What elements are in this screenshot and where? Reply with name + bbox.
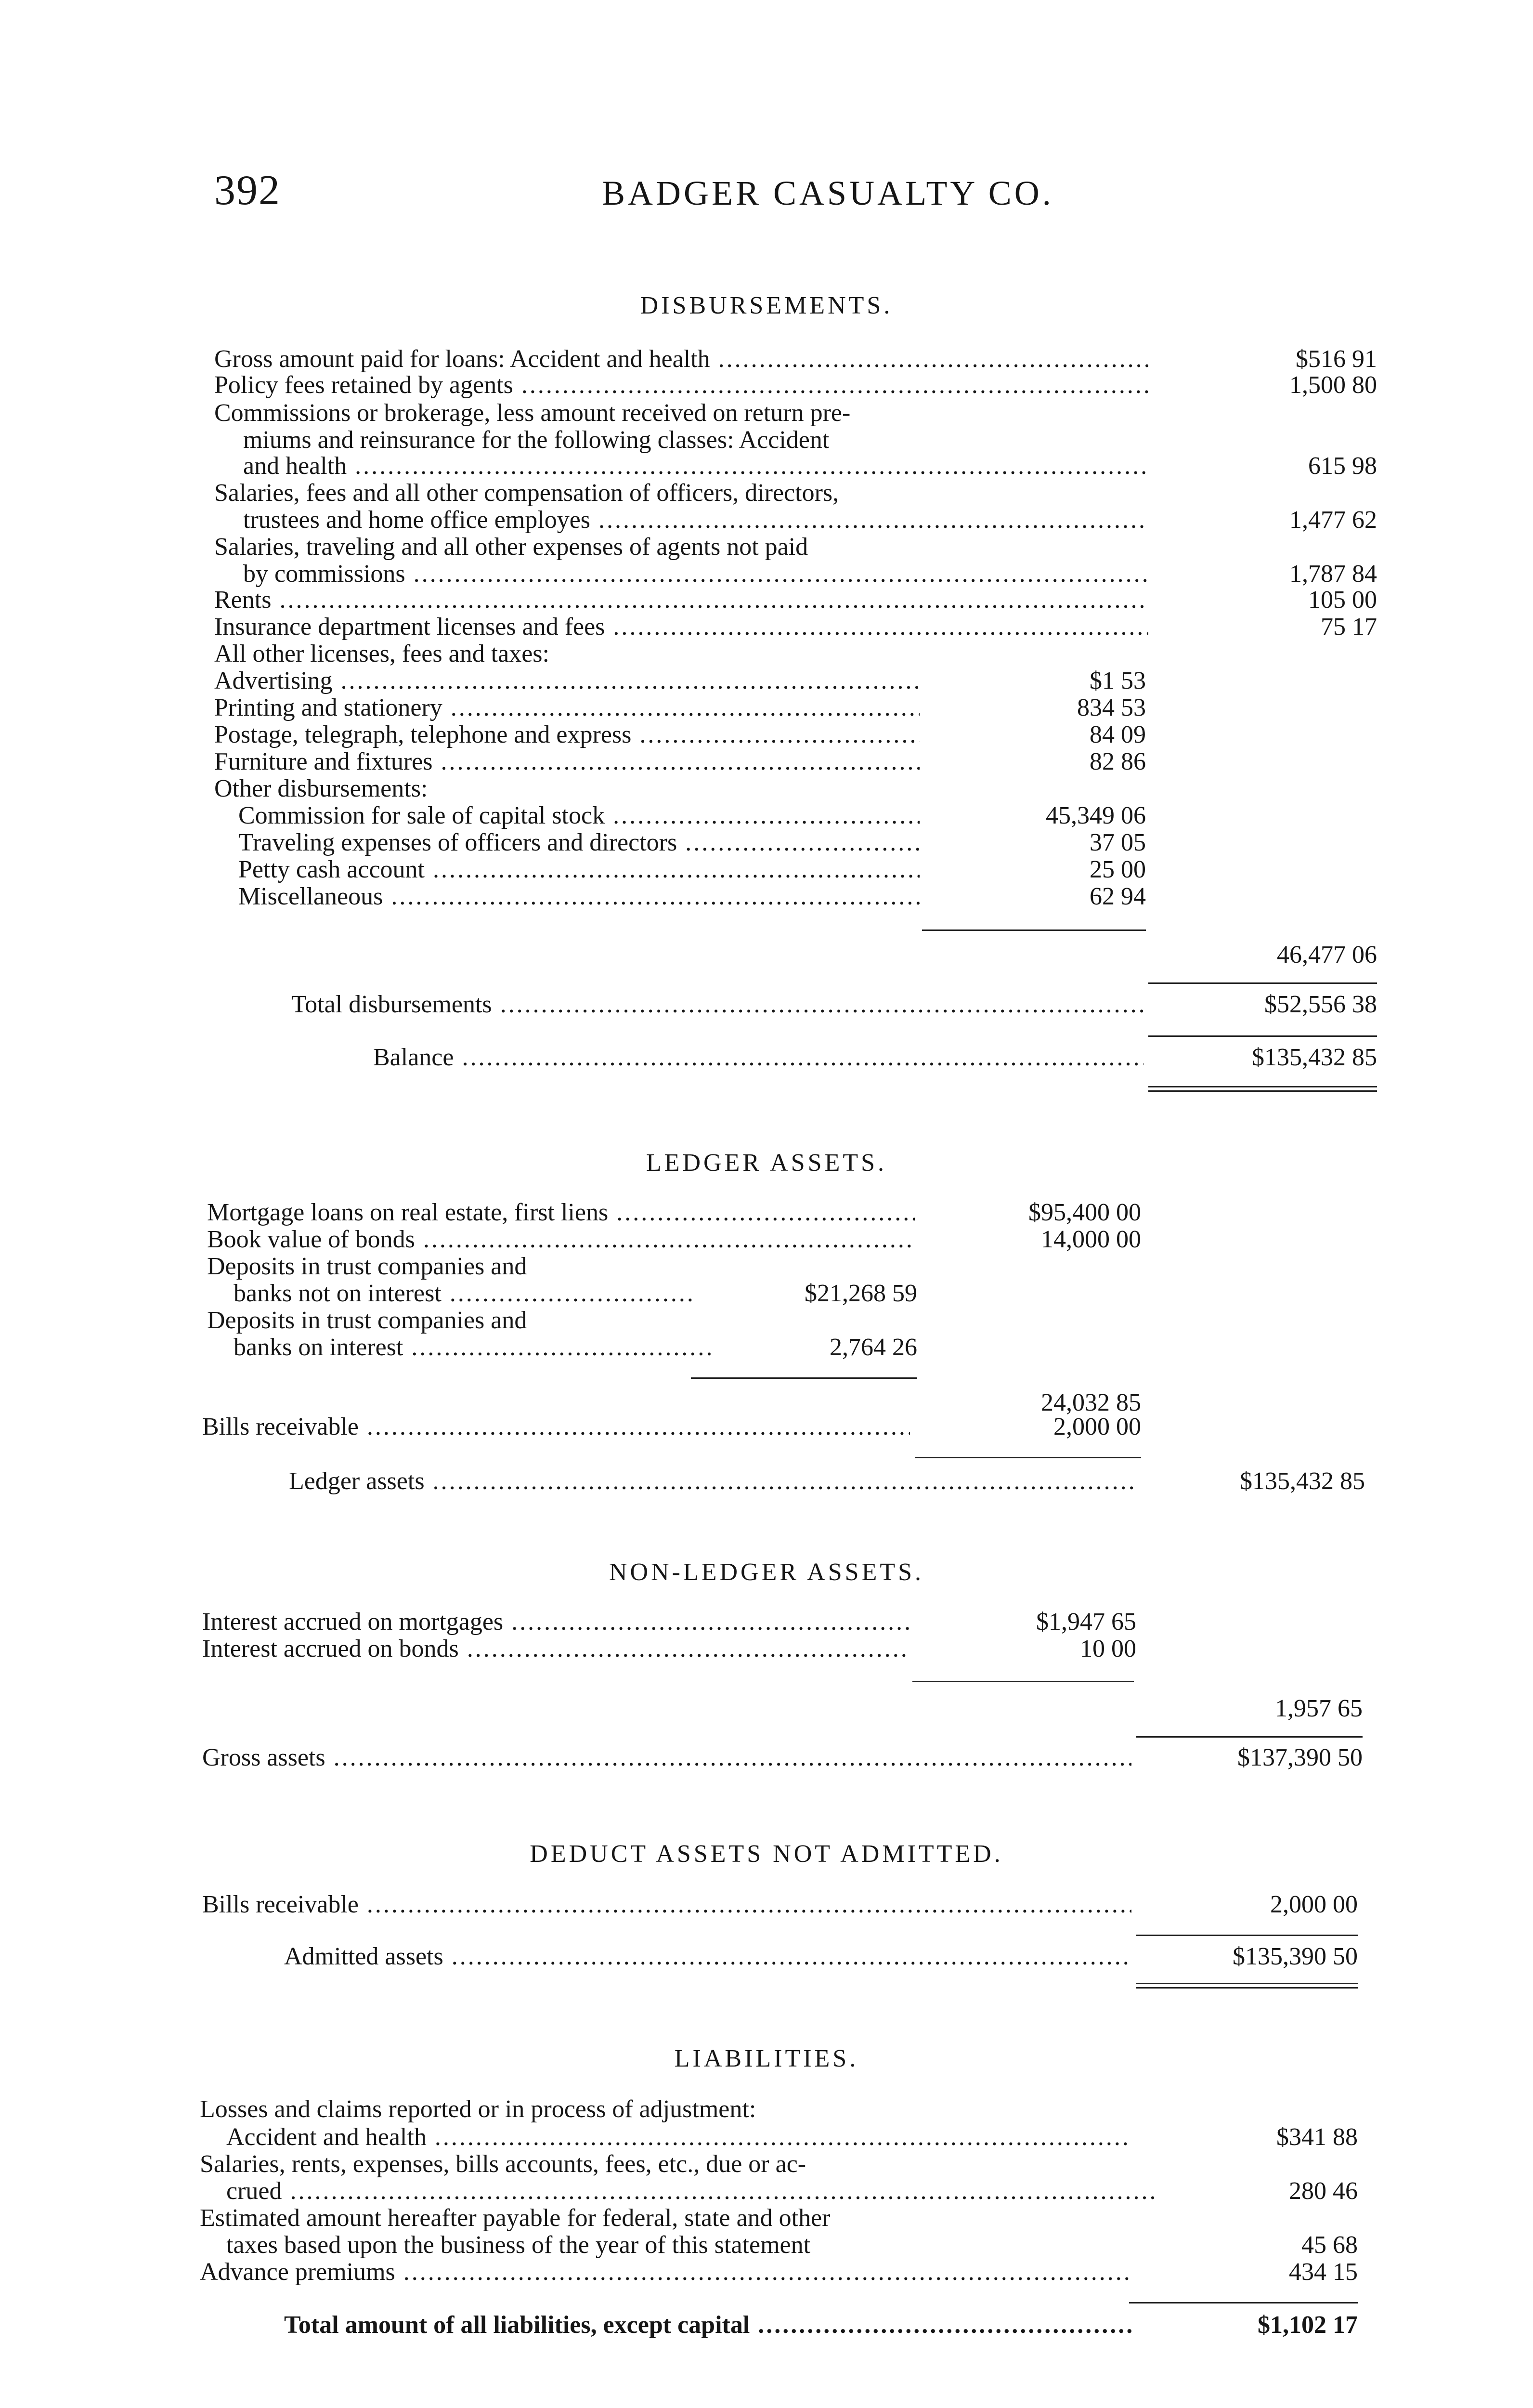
interest-bonds-row: Interest accrued on bonds ..... 10 00 — [202, 1636, 1136, 1662]
losses-line-1: Losses and claims reported or in process of adjustment: — [200, 2095, 756, 2123]
petty-cash-row: Petty cash account ..... 25 00 — [238, 856, 1146, 883]
rents-row: Rents ..... 105 00 — [214, 587, 1377, 614]
interest-mortgages-row: Interest accrued on mortgages ..... $1,947 65 — [202, 1609, 1136, 1636]
traveling-line-1: Salaries, traveling and all other expenses of agents not paid — [214, 533, 808, 561]
deposits-not-line-1: Deposits in trust companies and — [207, 1253, 527, 1280]
total-rule — [1148, 982, 1377, 984]
salaries-row: trustees and home office employes ..... 1,477 62 — [243, 507, 1377, 534]
subtotal-rule — [922, 929, 1146, 931]
ledger-assets-heading: LEDGER ASSETS. — [646, 1149, 887, 1177]
deposits-total: 24,032 85 — [1041, 1389, 1141, 1416]
taxes-line-1: Estimated amount hereafter payable for federal, state and other — [200, 2204, 831, 2232]
admitted-rule — [1136, 1935, 1358, 1936]
furniture-row: Furniture and fixtures ..... 82 86 — [214, 748, 1146, 775]
printing-row: Printing and stationery ..... 834 53 — [214, 694, 1146, 721]
deposits-rule — [691, 1377, 917, 1379]
commissions-line-1: Commissions or brokerage, less amount received on return pre- — [214, 399, 851, 427]
losses-row: Accident and health ..... $341 88 — [226, 2124, 1358, 2151]
mortgage-row: Mortgage loans on real estate, first liens ..... $95,400 00 — [207, 1199, 1141, 1226]
balance-row: Balance ..... $135,432 85 — [373, 1044, 1377, 1071]
postage-row: Postage, telegraph, telephone and express ..... 84 09 — [214, 721, 1146, 748]
page-number: 392 — [214, 167, 281, 214]
commission-stock-row: Commission for sale of capital stock ..... 45,349 06 — [238, 802, 1146, 829]
bills-receivable-row: Bills receivable ..... 2,000 00 — [202, 1413, 1141, 1440]
salaries-line-1: Salaries, fees and all other compensation of officers, directors, — [214, 479, 839, 507]
traveling-row: by commissions ..... 1,787 84 — [243, 561, 1377, 588]
liab-salaries-line-1: Salaries, rents, expenses, bills accounts, fees, etc., due or ac- — [200, 2150, 806, 2178]
taxes-row: taxes based upon the business of the year of this statement 45 68 — [226, 2231, 1358, 2259]
total-liabilities-row: Total amount of all liabilities, except capital ..... $1,102 17 — [284, 2312, 1358, 2339]
deduct-bills-row: Bills receivable ..... 2,000 00 — [202, 1891, 1358, 1918]
deposits-on-row: banks on interest ..... 2,764 26 — [234, 1334, 917, 1361]
advance-premiums-row: Advance premiums ..... 434 15 — [200, 2259, 1358, 2286]
insurance-fees-row: Insurance department licenses and fees ..... 75 17 — [214, 614, 1377, 641]
deposits-on-line-1: Deposits in trust companies and — [207, 1307, 527, 1334]
disbursements-heading: DISBURSEMENTS. — [640, 292, 893, 319]
gross-rule — [1136, 1736, 1363, 1738]
disbursements-subtotal: 46,477 06 — [1277, 941, 1377, 968]
non-ledger-assets-heading: NON-LEDGER ASSETS. — [609, 1558, 924, 1586]
non-ledger-rule — [912, 1681, 1134, 1682]
travel-officers-row: Traveling expenses of officers and directors ..... 37 05 — [238, 829, 1146, 856]
balance-double-rule — [1148, 1086, 1377, 1092]
non-ledger-subtotal: 1,957 65 — [1275, 1695, 1363, 1722]
balance-rule — [1148, 1035, 1377, 1037]
other-disbursements-heading: Other disbursements: — [214, 775, 428, 802]
commissions-row: and health ..... 615 98 — [243, 453, 1377, 480]
policy-fees-row: Policy fees retained by agents ..... 1,500 80 — [214, 372, 1377, 399]
bonds-row: Book value of bonds ..... 14,000 00 — [207, 1226, 1141, 1253]
page-title: BADGER CASUALTY CO. — [602, 174, 1054, 212]
all-other-heading: All other licenses, fees and taxes: — [214, 640, 549, 667]
liabilities-heading: LIABILITIES. — [674, 2045, 859, 2072]
admitted-assets-row: Admitted assets ..... $135,390 50 — [284, 1943, 1358, 1970]
gross-paid-row: Gross amount paid for loans: Accident and health ..... $516 91 — [214, 346, 1377, 373]
ledger-assets-row: Ledger assets ..... $135,432 85 — [289, 1468, 1365, 1495]
ledger-rule — [915, 1457, 1141, 1458]
advertising-row: Advertising ..... $1 53 — [214, 667, 1146, 694]
total-disbursements-row: Total disbursements ..... $52,556 38 — [291, 991, 1377, 1018]
admitted-double-rule — [1136, 1983, 1358, 1989]
commissions-line-2: miums and reinsurance for the following classes: Accident — [243, 426, 830, 454]
misc-row: Miscellaneous ..... 62 94 — [238, 883, 1146, 910]
deduct-assets-heading: DEDUCT ASSETS NOT ADMITTED. — [530, 1840, 1003, 1868]
deposits-not-row: banks not on interest ..... $21,268 59 — [234, 1280, 917, 1307]
liabilities-total-rule — [1129, 2302, 1358, 2303]
liab-salaries-row: crued ..... 280 46 — [226, 2178, 1358, 2205]
gross-assets-row: Gross assets ..... $137,390 50 — [202, 1744, 1363, 1771]
